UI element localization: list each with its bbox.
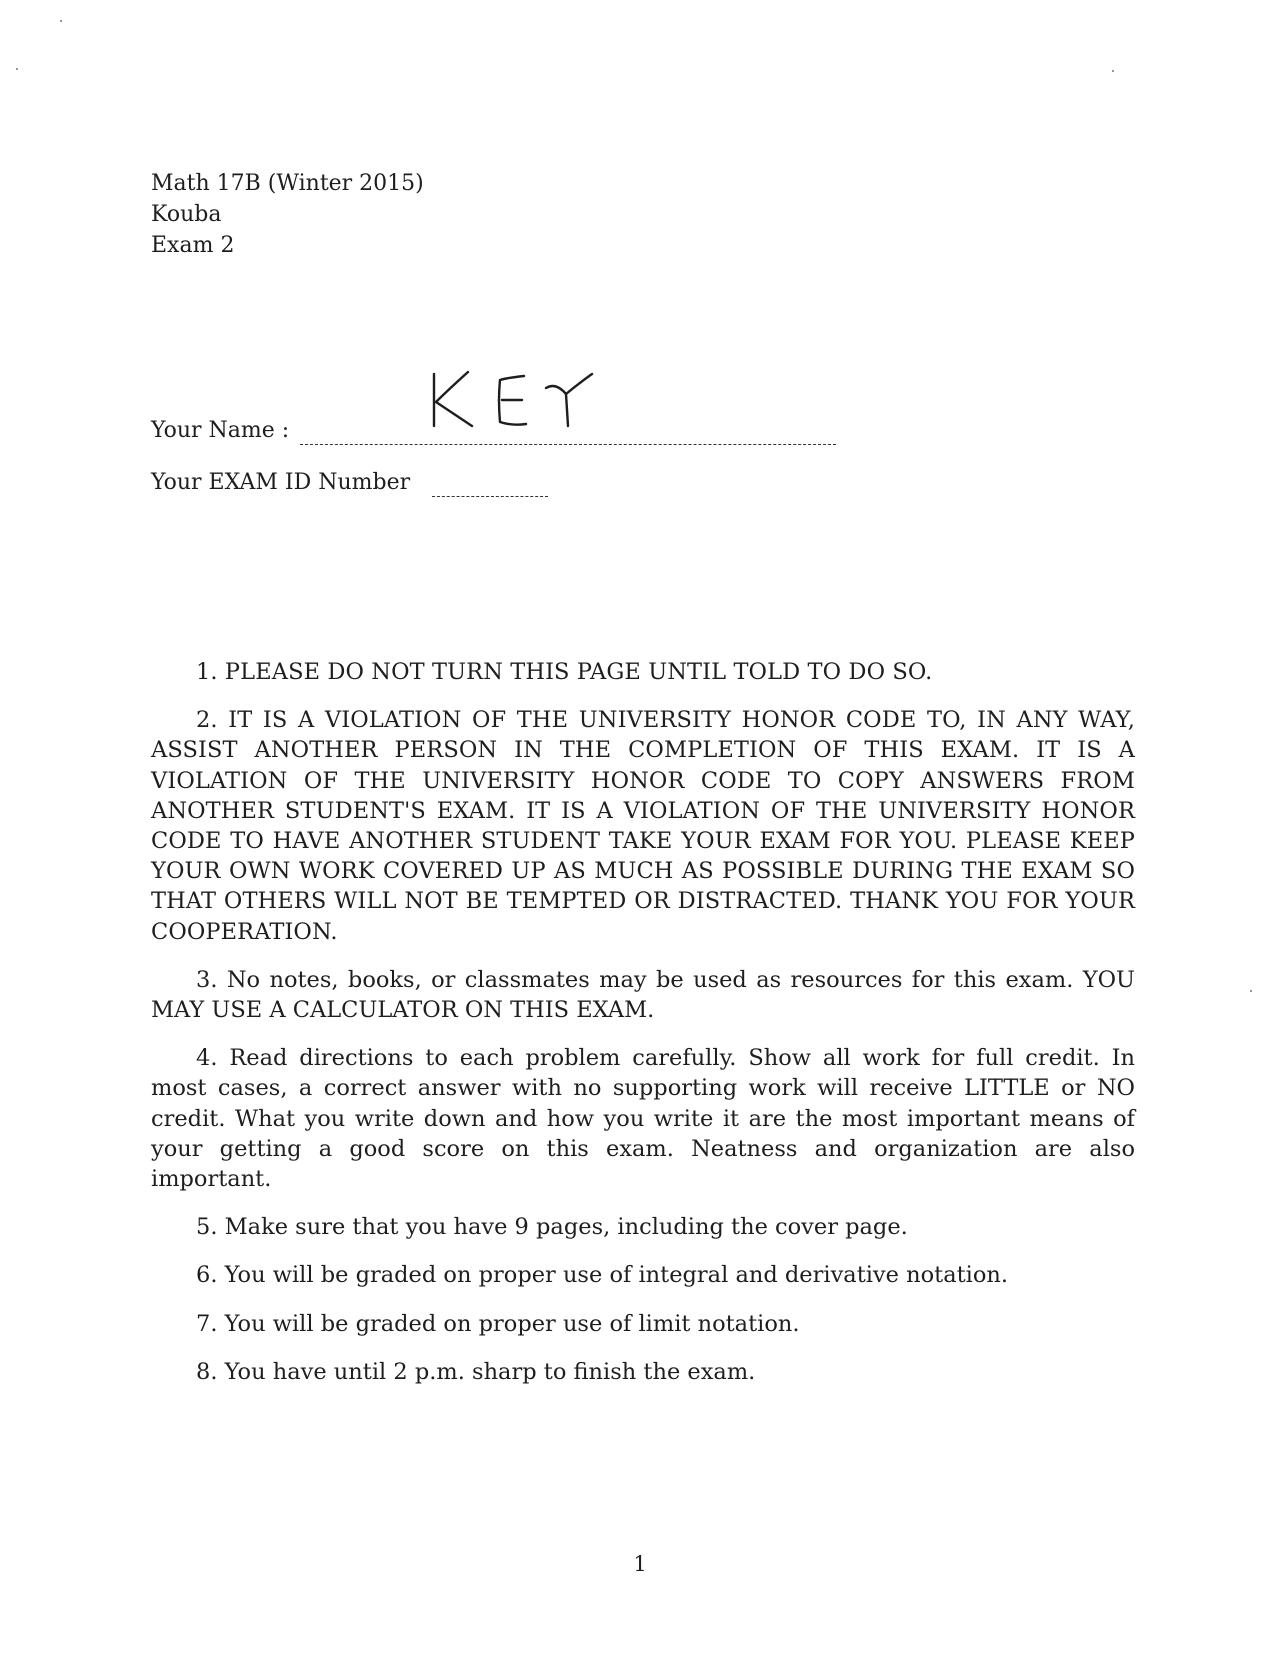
exam-id-blank-line[interactable] — [432, 496, 548, 497]
instruction-item: 1. PLEASE DO NOT TURN THIS PAGE UNTIL TOLD TO DO SO. — [196, 659, 933, 685]
instruction-item: 7. You will be graded on proper use of limit notation. — [196, 1310, 800, 1337]
exam-header — [151, 168, 424, 261]
scan-speck — [16, 68, 18, 70]
exam-id-label: Your EXAM ID Number — [151, 470, 411, 495]
exam-title: Exam 2 — [151, 233, 235, 258]
instruction-item: 6. You will be graded on proper use of integral and derivative notation. — [196, 1262, 1009, 1289]
instruction-item: 5. Make sure that you have 9 pages, including the cover page. — [196, 1214, 908, 1241]
scan-speck — [60, 20, 62, 22]
scan-speck — [1250, 990, 1252, 992]
handwritten-key — [428, 370, 598, 430]
scan-speck — [1112, 70, 1114, 72]
instruction-item: 8. You have until 2 p.m. sharp to finish the exam. — [196, 1358, 756, 1385]
instruction-item: 4. Read directions to each problem carefully. Show all work for full credit. In most cases, a correct answer with no supporting work will receive LITTLE or NO credit. What you write down and how you write it are the most important means of your getting a good score on this exam. Neatness and organization are also important. — [151, 1045, 1135, 1193]
course-title: Math 17B (Winter 2015) — [151, 171, 424, 196]
name-field-row — [151, 418, 289, 443]
instruction-item: 3. No notes, books, or classmates may be used as resources for this exam. YOU MAY USE A CALCULATOR ON THIS EXAM. — [151, 966, 1135, 1024]
page-number: 1 — [633, 1552, 647, 1576]
name-blank-line[interactable] — [300, 444, 836, 445]
name-label: Your Name : — [151, 418, 290, 443]
instruction-item: 2. IT IS A VIOLATION OF THE UNIVERSITY HONOR CODE TO, IN ANY WAY, ASSIST ANOTHER PERSON IN THE COMPLETION OF THIS EXAM. IT IS A VIOLATION OF THE UNIVERSITY HONOR CODE TO COPY ANSWERS FROM ANOTHER STUDENT'S EXAM. IT IS A VIOLATION OF THE UNIVERSITY HONOR CODE TO HAVE ANOTHER STUDENT TAKE YOUR EXAM FOR YOU. PLEASE KEEP YOUR OWN WORK COVERED UP AS MUCH AS POSSIBLE DURING THE EXAM SO THAT OTHERS WILL NOT BE TEMPTED OR DISTRACTED. THANK YOU FOR YOUR COOPERATION. — [151, 707, 1135, 945]
instructor-name: Kouba — [151, 202, 222, 227]
instructions-list — [151, 657, 1135, 1405]
exam-id-field-row — [151, 470, 410, 495]
